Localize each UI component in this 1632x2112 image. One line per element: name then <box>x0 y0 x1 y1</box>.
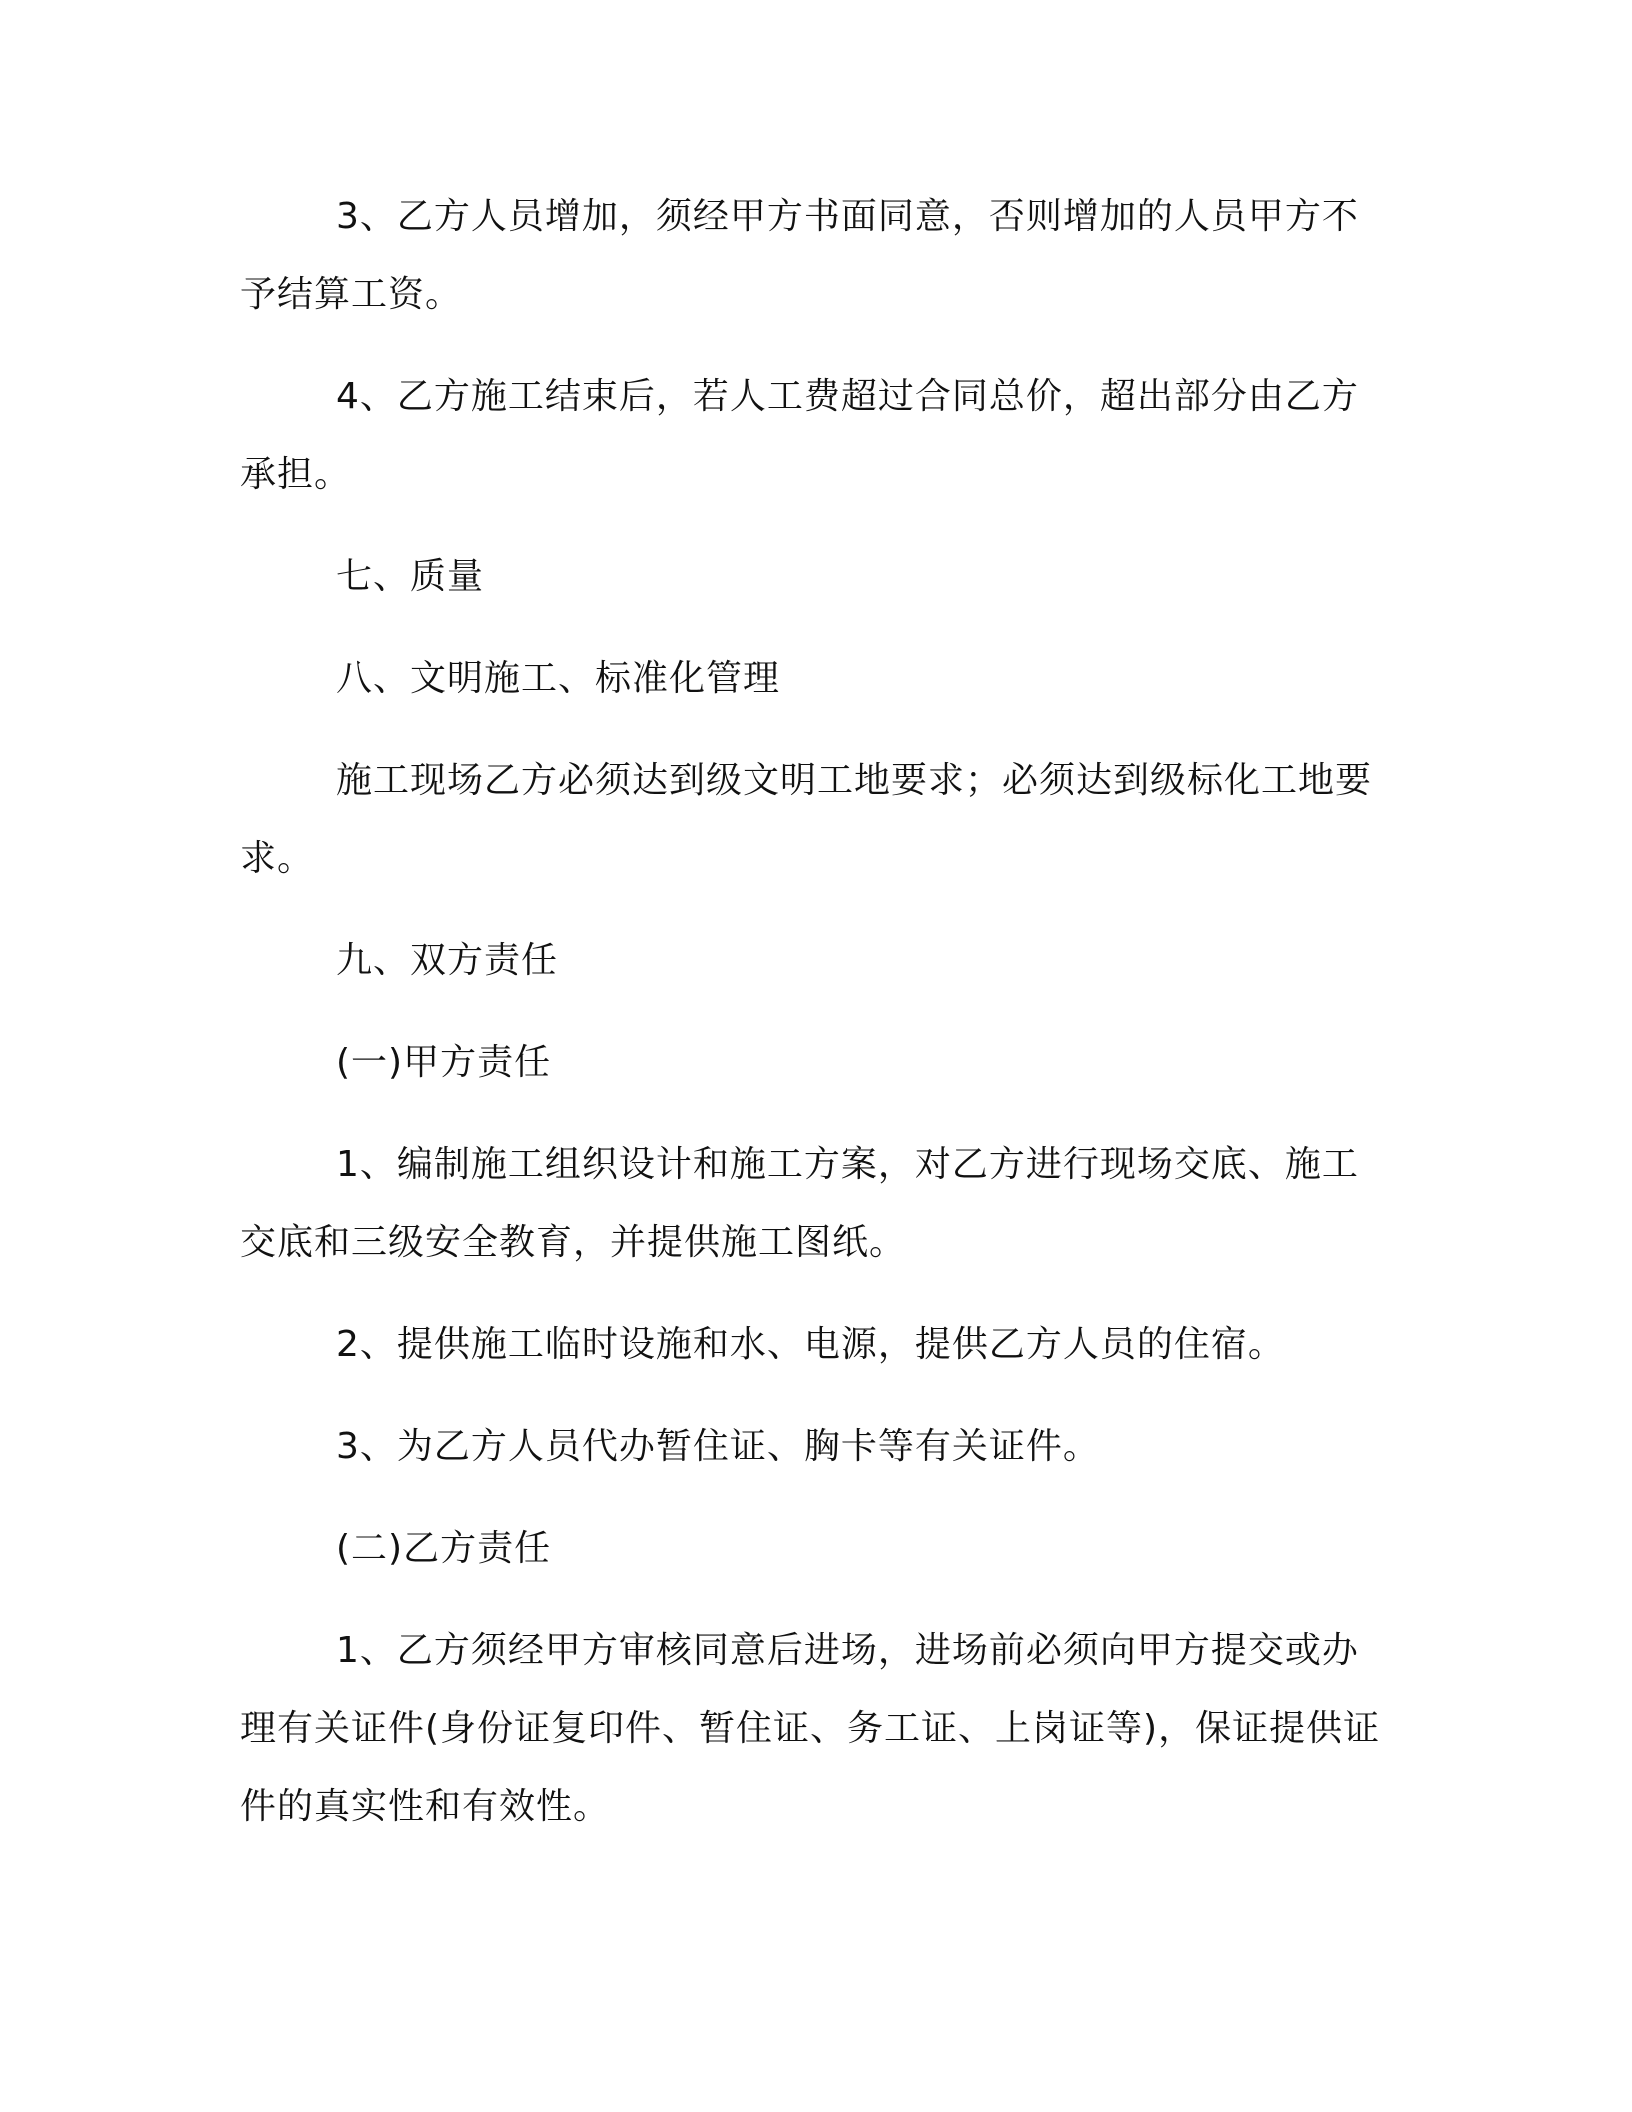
heading-quality: 七、质量 <box>336 556 485 597</box>
paragraph-party-b-item-1: 1、乙方须经甲方审核同意后进场，进场前必须向甲方提交或办理有关证件(身份证复印件、暂住证、务工证、上岗证等)，保证提供证件的真实性和有效性。 <box>240 1630 1381 1827</box>
heading-civilized-construction: 八、文明施工、标准化管理 <box>336 658 781 699</box>
heading-responsibilities: 九、双方责任 <box>336 940 559 981</box>
subheading-party-a: (一)甲方责任 <box>336 1042 552 1083</box>
paragraph-labor-cost-overrun: 4、乙方施工结束后，若人工费超过合同总价，超出部分由乙方承担。 <box>240 376 1359 495</box>
paragraph-party-a-item-3: 3、为乙方人员代办暂住证、胸卡等有关证件。 <box>336 1426 1100 1467</box>
paragraph-wage-settlement: 3、乙方人员增加，须经甲方书面同意，否则增加的人员甲方不予结算工资。 <box>240 196 1359 315</box>
paragraph-party-a-item-1: 1、编制施工组织设计和施工方案，对乙方进行现场交底、施工交底和三级安全教育，并提供施工图纸。 <box>240 1144 1359 1263</box>
paragraph-party-a-item-2: 2、提供施工临时设施和水、电源，提供乙方人员的住宿。 <box>336 1324 1285 1365</box>
paragraph-site-requirements: 施工现场乙方必须达到级文明工地要求；必须达到级标化工地要求。 <box>240 760 1373 879</box>
subheading-party-b: (二)乙方责任 <box>336 1528 552 1569</box>
